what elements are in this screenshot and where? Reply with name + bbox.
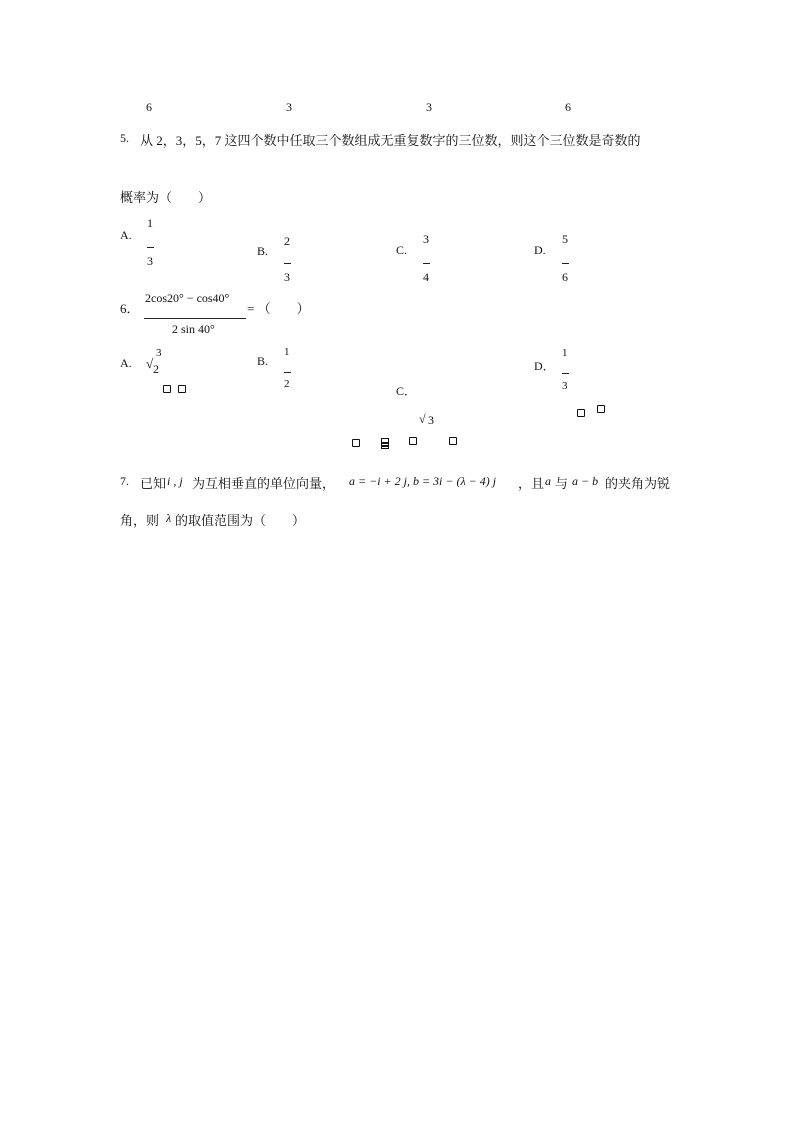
q6-option-d-label: D． bbox=[534, 359, 555, 373]
missing-glyph-icon bbox=[597, 405, 605, 413]
q7-a-var: a bbox=[545, 474, 551, 488]
q6-equals-blank: = （ ） bbox=[247, 301, 310, 316]
q6-option-a-radicand: 2 bbox=[153, 362, 159, 376]
q5-option-d-denominator: 6 bbox=[562, 270, 568, 284]
top-row-value-b: 3 bbox=[286, 100, 292, 114]
q5-option-c-fraction-bar bbox=[423, 263, 430, 264]
q6-option-b-numerator: 1 bbox=[284, 346, 290, 358]
q5-option-c-label: C. bbox=[396, 243, 408, 257]
q5-option-d-fraction-bar bbox=[562, 263, 569, 264]
q7-vars-ij: i , j bbox=[167, 474, 183, 488]
q6-fraction-bar bbox=[144, 318, 246, 319]
q7-line2-post: 的取值范围为（ ） bbox=[175, 513, 306, 528]
q7-lambda: λ bbox=[166, 511, 172, 525]
q6-option-a-superscript: 3 bbox=[156, 347, 162, 359]
q5-option-d-label: D. bbox=[534, 243, 546, 257]
q6-numerator: 2cos20° − cos40° bbox=[145, 291, 230, 305]
q5-option-c-numerator: 3 bbox=[423, 232, 429, 246]
q6-option-c-sqrt-icon: √ bbox=[419, 412, 426, 426]
q5-option-c-denominator: 4 bbox=[423, 270, 429, 284]
q6-option-d-denominator: 3 bbox=[562, 380, 568, 392]
q7-lead: 已知 bbox=[140, 476, 167, 491]
q7-mid1: 为互相垂直的单位向量， bbox=[192, 476, 336, 491]
q7-a-minus-b: a − b bbox=[572, 474, 599, 488]
missing-glyph-icon bbox=[178, 385, 186, 393]
missing-glyph-icon bbox=[163, 385, 171, 393]
q6-option-a-label: A. bbox=[120, 356, 132, 370]
q7-line2-pre: 角，则 bbox=[120, 513, 160, 528]
q5-option-b-denominator: 3 bbox=[284, 270, 290, 284]
q7-mid2: ，且 bbox=[518, 476, 545, 491]
q7-yu: 与 bbox=[555, 476, 569, 491]
q5-option-b-label: B. bbox=[257, 244, 269, 258]
missing-glyph-icon bbox=[381, 438, 389, 449]
q6-option-b-fraction-bar bbox=[284, 372, 291, 373]
q7-number: 7. bbox=[120, 474, 129, 488]
q5-stem-line1: 从 2，3，5，7 这四个数中任取三个数组成无重复数字的三位数，则这个三位数是奇数的 bbox=[140, 133, 641, 148]
q5-option-a-fraction-bar bbox=[147, 247, 154, 248]
q6-option-c-radicand: 3 bbox=[428, 413, 434, 427]
q5-option-d-numerator: 5 bbox=[562, 232, 568, 246]
q6-option-b-denominator: 2 bbox=[284, 378, 290, 390]
top-row-value-c: 3 bbox=[426, 100, 432, 114]
q5-option-a-numerator: 1 bbox=[147, 216, 153, 230]
q6-option-a-sqrt-icon: √ bbox=[146, 356, 154, 371]
q5-option-a-label: A. bbox=[120, 228, 132, 242]
q5-option-b-fraction-bar bbox=[284, 263, 291, 264]
q6-option-d-fraction-bar bbox=[562, 373, 569, 374]
top-row-value-d: 6 bbox=[565, 100, 571, 114]
missing-glyph-icon bbox=[409, 437, 417, 445]
q6-option-b-label: B. bbox=[257, 354, 269, 368]
q7-formula: a = −i + 2 j, b = 3i − (λ − 4) j bbox=[349, 474, 497, 488]
missing-glyph-icon bbox=[577, 409, 585, 417]
top-row-value-a: 6 bbox=[146, 100, 152, 114]
missing-glyph-icon bbox=[449, 437, 457, 445]
q5-option-a-denominator: 3 bbox=[147, 254, 153, 268]
q5-number: 5. bbox=[120, 131, 129, 145]
q6-option-c-label: C． bbox=[396, 384, 417, 398]
q5-stem-line2: 概率为（ ） bbox=[120, 190, 212, 205]
q5-option-b-numerator: 2 bbox=[284, 234, 290, 248]
q6-denominator: 2 sin 40° bbox=[172, 322, 215, 336]
q6-option-d-numerator: 1 bbox=[562, 347, 568, 359]
q7-mid3: 的夹角为锐 bbox=[605, 476, 671, 491]
missing-glyph-icon bbox=[352, 439, 360, 447]
q6-number: 6． bbox=[120, 301, 140, 316]
